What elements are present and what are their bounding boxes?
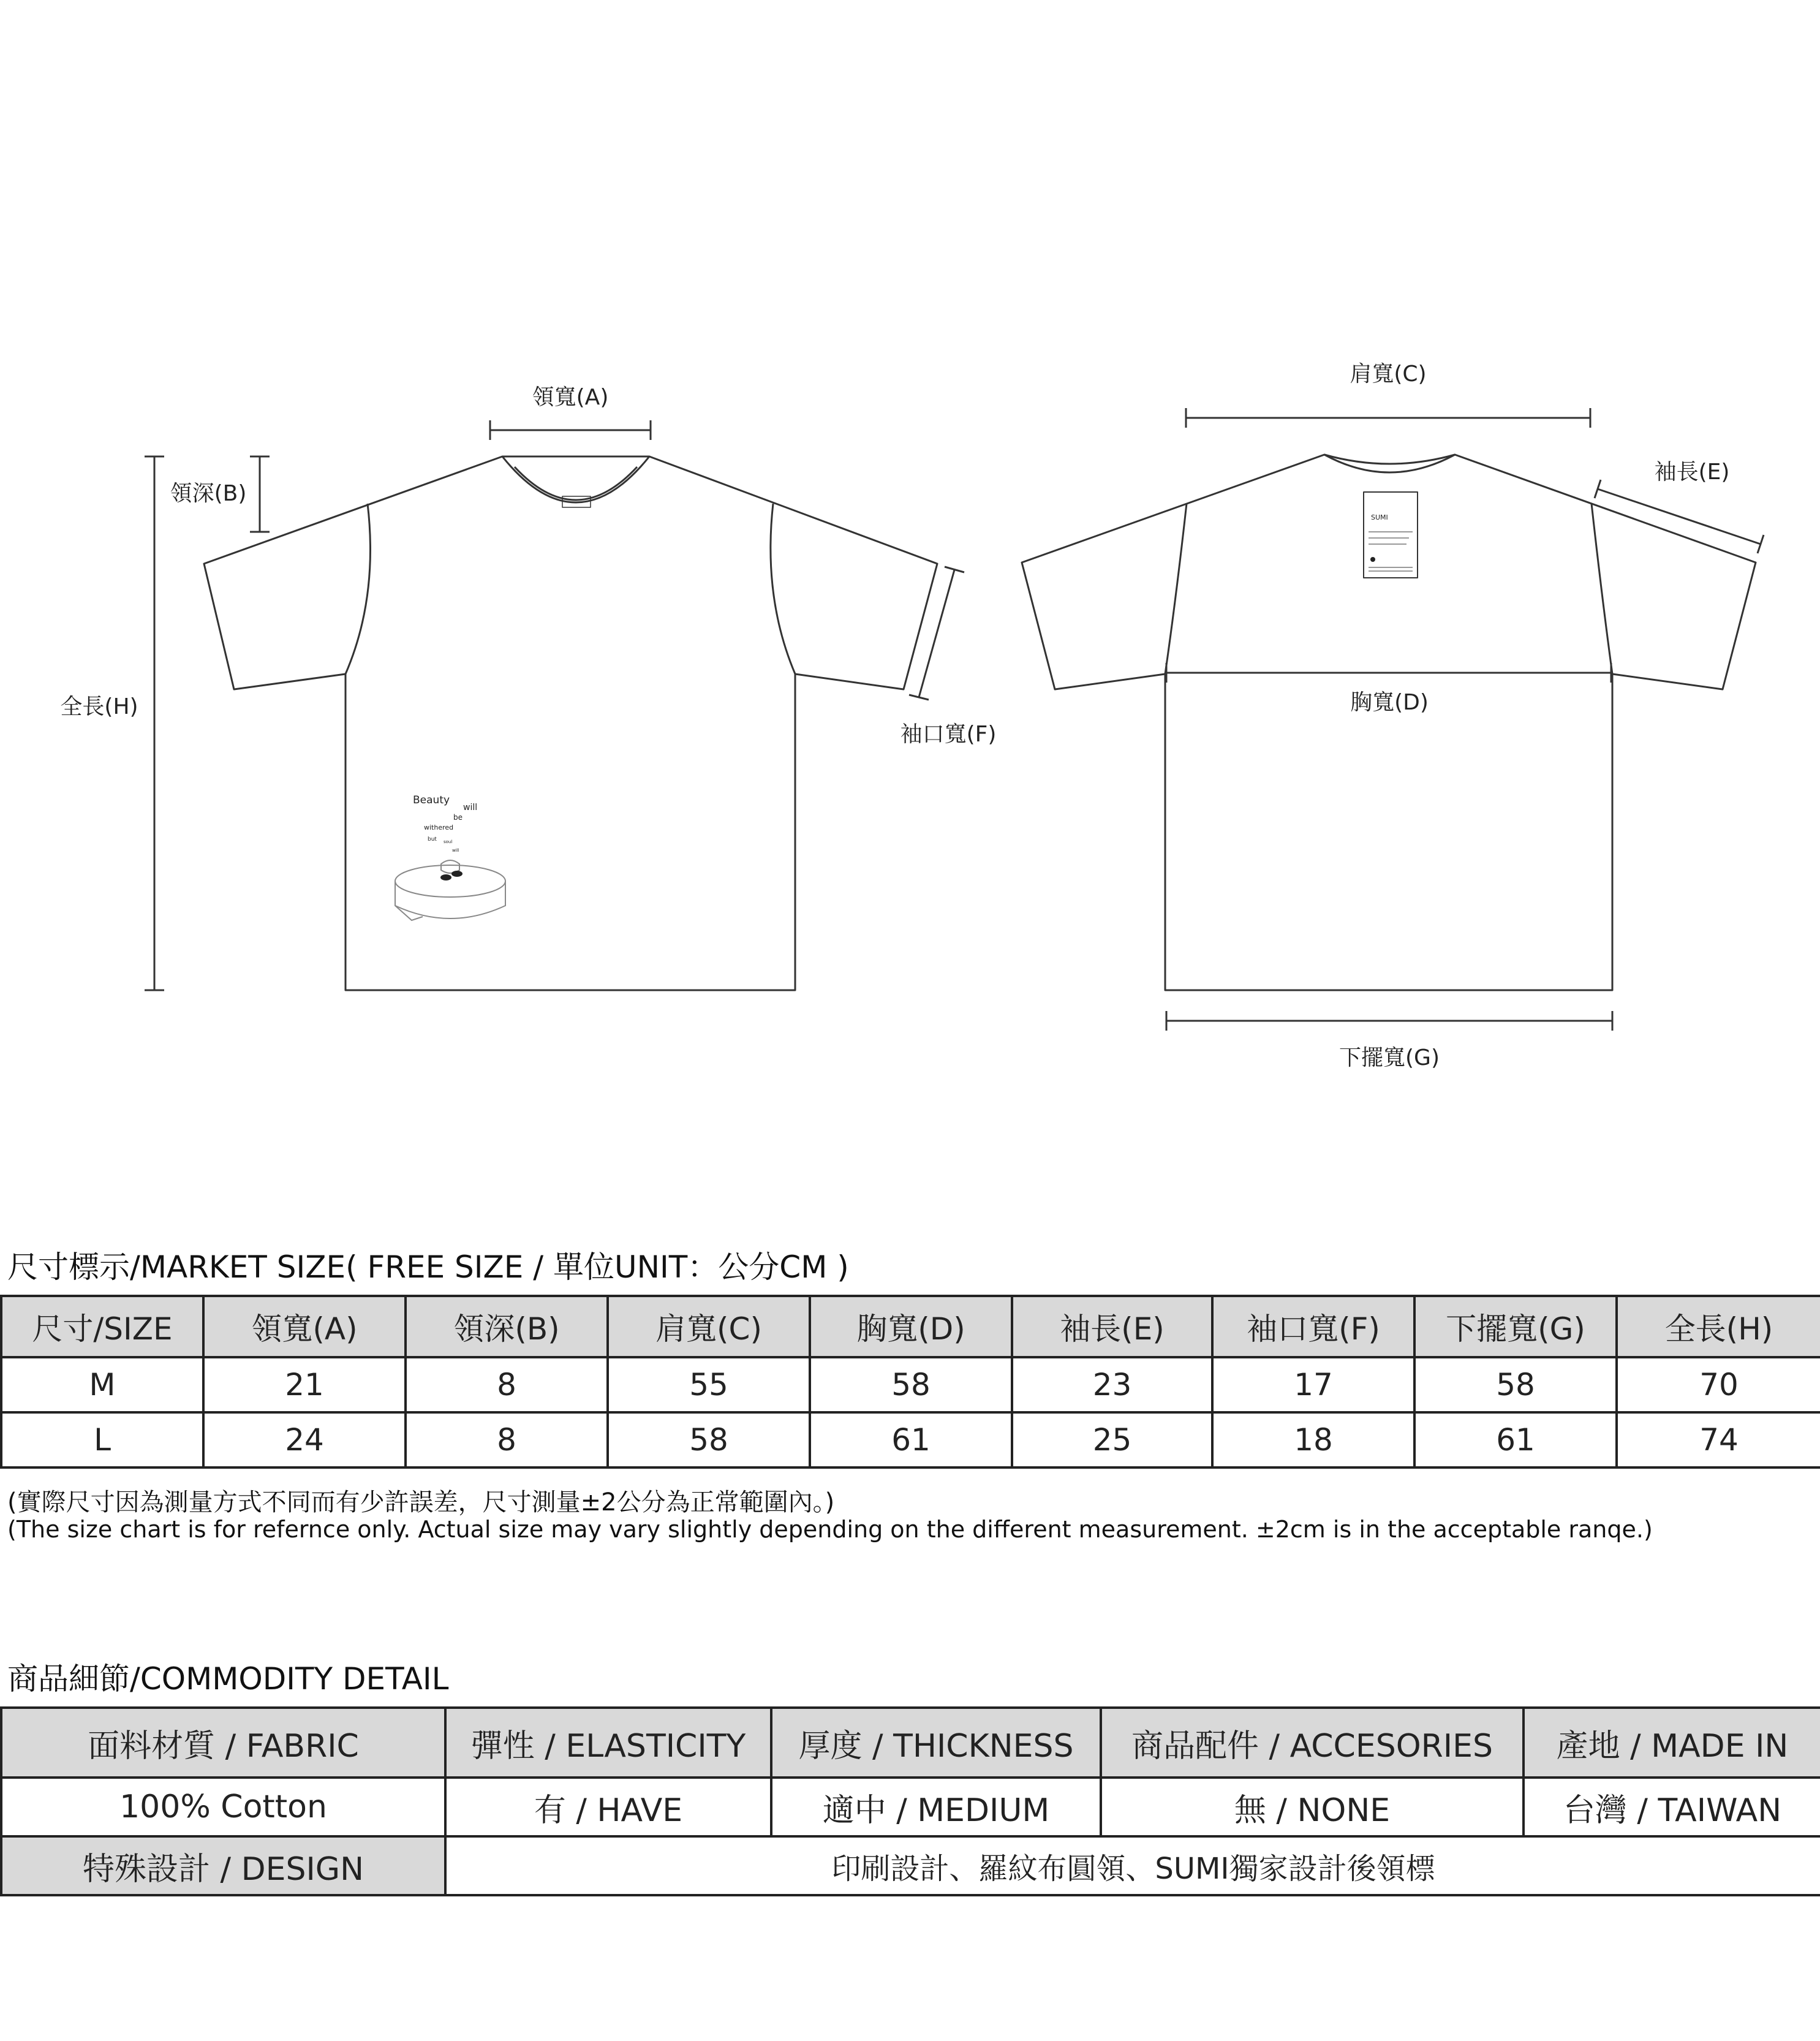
back-tshirt-outline — [1022, 455, 1756, 990]
size-cell: M — [1, 1357, 203, 1412]
label-shoulder-width: 肩寬(C) — [1350, 362, 1427, 387]
detail-header-thickness: 厚度 / THICKNESS — [771, 1708, 1101, 1778]
front-tshirt-outline — [204, 456, 937, 990]
size-header-cuff-width: 袖口寬(F) — [1212, 1296, 1414, 1357]
size-header-total-length: 全長(H) — [1617, 1296, 1820, 1357]
print-word-will-2: will — [452, 848, 459, 853]
dim-chest-width-line — [1166, 663, 1611, 683]
print-word-will: will — [463, 803, 478, 812]
size-note-zh: (實際尺寸因為測量方式不同而有少許誤差，尺寸測量±2公分為正常範圍內。) — [7, 1488, 835, 1517]
label-cuff-width: 袖口寬(F) — [900, 722, 997, 747]
table-row — [1, 1778, 1820, 1836]
size-header-neck-depth: 領深(B) — [406, 1296, 608, 1357]
size-cell: 58 — [810, 1357, 1012, 1412]
label-neck-depth: 領深(B) — [170, 481, 247, 506]
size-table — [0, 1295, 1820, 1469]
dim-hem-width-line — [1166, 1011, 1612, 1031]
size-section-title: 尺寸標示/MARKET SIZE( FREE SIZE / 單位UNIT：公分CM ) — [7, 1249, 849, 1285]
size-table-header-row — [1, 1296, 1820, 1357]
size-cell: 61 — [810, 1412, 1012, 1467]
detail-design-label: 特殊設計 / DESIGN — [1, 1836, 445, 1895]
detail-value-accessories: 無 / NONE — [1101, 1778, 1524, 1836]
size-header-sleeve-length: 袖長(E) — [1012, 1296, 1212, 1357]
label-chest-width: 胸寬(D) — [1350, 690, 1429, 715]
hourglass-graphic — [395, 860, 505, 920]
label-hem-width: 下擺寬(G) — [1339, 1045, 1440, 1070]
detail-table — [0, 1706, 1820, 1896]
size-header-neck-width: 領寬(A) — [203, 1296, 406, 1357]
print-word-beauty: Beauty — [413, 794, 450, 806]
detail-value-thickness: 適中 / MEDIUM — [771, 1778, 1101, 1836]
dim-total-length-line — [145, 456, 164, 990]
size-cell: 17 — [1212, 1357, 1414, 1412]
detail-header-fabric: 面料材質 / FABRIC — [1, 1708, 445, 1778]
size-cell: 61 — [1414, 1412, 1617, 1467]
size-cell: 74 — [1617, 1412, 1820, 1467]
print-word-be: be — [453, 813, 463, 822]
detail-header-elasticity: 彈性 / ELASTICITY — [445, 1708, 771, 1778]
size-header-shoulder-width: 肩寬(C) — [608, 1296, 810, 1357]
size-header-size: 尺寸/SIZE — [1, 1296, 203, 1357]
size-cell: 8 — [406, 1412, 608, 1467]
size-cell: 70 — [1617, 1357, 1820, 1412]
table-row — [1, 1412, 1820, 1467]
size-cell: 25 — [1012, 1412, 1212, 1467]
size-cell: 58 — [1414, 1357, 1617, 1412]
dim-sleeve-length-line — [1595, 480, 1764, 553]
back-label-logo: SUMI — [1371, 513, 1388, 521]
size-cell: 21 — [203, 1357, 406, 1412]
size-cell: 55 — [608, 1357, 810, 1412]
size-cell: 18 — [1212, 1412, 1414, 1467]
dim-cuff-width-line — [909, 567, 964, 700]
detail-value-fabric: 100% Cotton — [1, 1778, 445, 1836]
print-word-but: but — [428, 836, 437, 843]
size-cell: L — [1, 1412, 203, 1467]
table-row — [1, 1836, 1820, 1895]
detail-table-header-row — [1, 1708, 1820, 1778]
size-header-hem-width: 下擺寬(G) — [1414, 1296, 1617, 1357]
detail-design-value: 印刷設計、羅紋布圓領、SUMI獨家設計後領標 — [445, 1836, 1820, 1895]
detail-header-accessories: 商品配件 / ACCESORIES — [1101, 1708, 1524, 1778]
dim-neck-width-line — [490, 420, 651, 440]
print-word-withered: withered — [424, 824, 454, 831]
detail-value-made-in: 台灣 / TAIWAN — [1524, 1778, 1820, 1836]
back-label-dot — [1370, 557, 1375, 562]
size-cell: 8 — [406, 1357, 608, 1412]
dim-shoulder-width-line — [1186, 408, 1590, 428]
size-cell: 23 — [1012, 1357, 1212, 1412]
dim-neck-depth-line — [250, 456, 270, 532]
back-neck-label — [1364, 492, 1418, 578]
size-cell: 58 — [608, 1412, 810, 1467]
size-note-en: (The size chart is for refernce only. Actual size may vary slightly depending on the different measurement. ±2cm is in the acceptable ranqe.) — [7, 1516, 1653, 1543]
label-sleeve-length: 袖長(E) — [1654, 460, 1730, 485]
label-neck-width: 領寬(A) — [532, 385, 609, 410]
label-total-length: 全長(H) — [60, 694, 138, 719]
table-row — [1, 1357, 1820, 1412]
size-header-chest-width: 胸寬(D) — [810, 1296, 1012, 1357]
detail-header-made-in: 產地 / MADE IN — [1524, 1708, 1820, 1778]
detail-section-title: 商品細節/COMMODITY DETAIL — [7, 1661, 449, 1697]
size-cell: 24 — [203, 1412, 406, 1467]
detail-value-elasticity: 有 / HAVE — [445, 1778, 771, 1836]
print-word-soul: soul — [444, 839, 453, 844]
